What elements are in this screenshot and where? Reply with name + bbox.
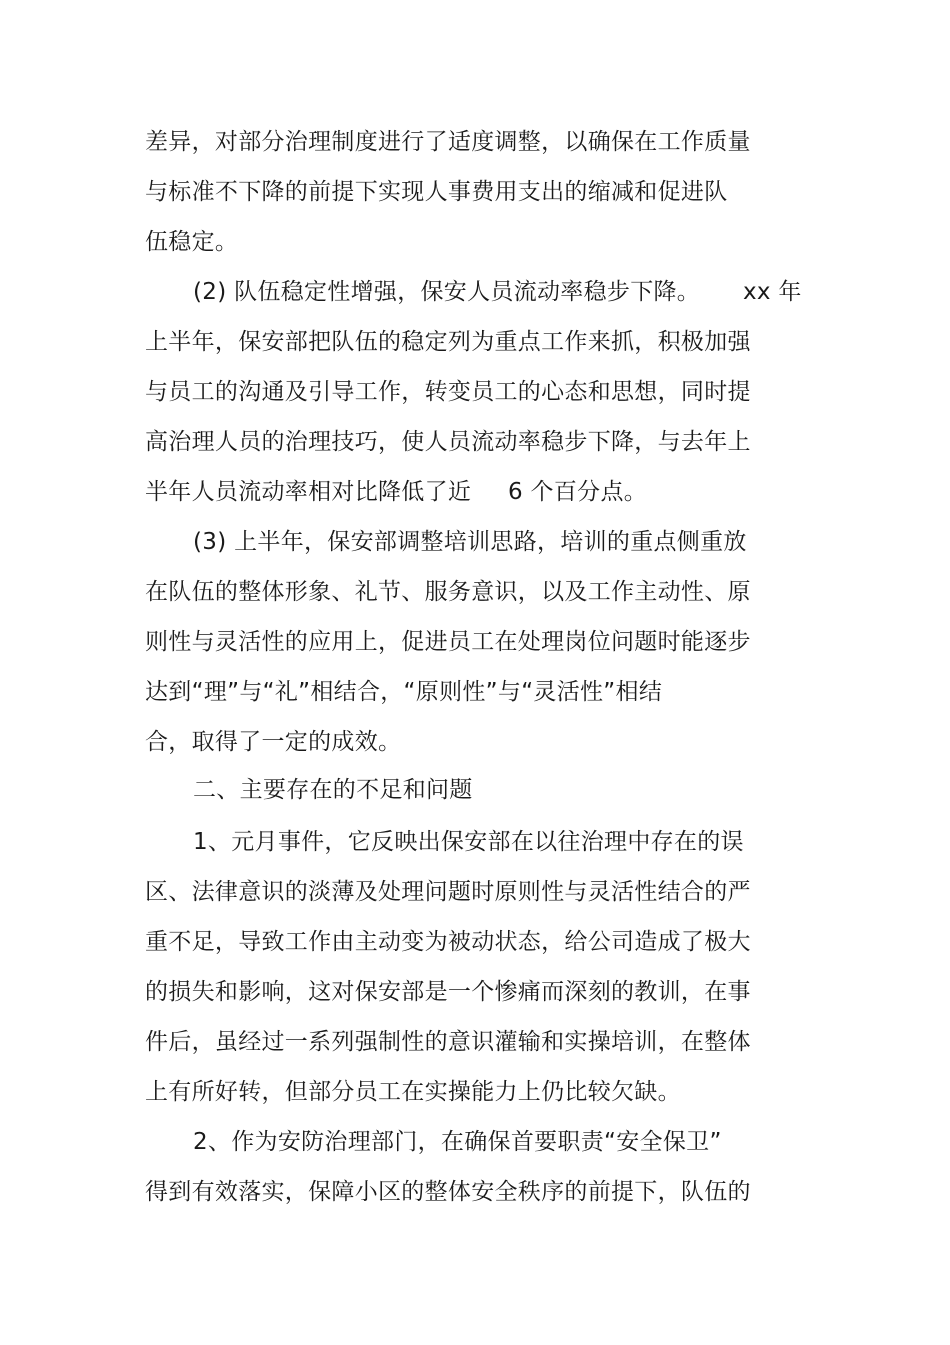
text-line: 重不足，导致工作由主动变为被动状态，给公司造成了极大 (145, 929, 751, 955)
text-line: 区、法律意识的淡薄及处理问题时原则性与灵活性结合的严 (145, 879, 751, 905)
text-line: 半年人员流动率相对比降低了近 (145, 479, 472, 505)
section-heading: 二、主要存在的不足和问题 (193, 777, 473, 803)
text-line: 合，取得了一定的成效。 (145, 729, 402, 755)
text-line: 高治理人员的治理技巧，使人员流动率稳步下降，与去年上 (145, 429, 751, 455)
percent-fragment: 6 个百分点。 (508, 479, 648, 505)
year-fragment: xx 年 (743, 279, 802, 305)
paragraph-3-first-line: (3) 上半年，保安部调整培训思路，培训的重点侧重放 (193, 529, 747, 555)
item-2-first-line: 2、作为安防治理部门，在确保首要职责“安全保卫” (193, 1129, 722, 1155)
text-line: 则性与灵活性的应用上，促进员工在处理岗位问题时能逐步 (145, 629, 751, 655)
text-line: 与员工的沟通及引导工作，转变员工的心态和思想，同时提 (145, 379, 751, 405)
text-line: 差异，对部分治理制度进行了适度调整，以确保在工作质量 (145, 129, 751, 155)
text-line: 得到有效落实，保障小区的整体安全秩序的前提下，队伍的 (145, 1179, 751, 1205)
text-line: 件后，虽经过一系列强制性的意识灌输和实操培训，在整体 (145, 1029, 751, 1055)
text-line: 达到“理”与“礼”相结合，“原则性”与“灵活性”相结 (145, 679, 663, 705)
text-line: 上半年，保安部把队伍的稳定列为重点工作来抓，积极加强 (145, 329, 751, 355)
item-1-first-line: 1、元月事件，它反映出保安部在以往治理中存在的误 (193, 829, 744, 855)
text-line: 上有所好转，但部分员工在实操能力上仍比较欠缺。 (145, 1079, 681, 1105)
paragraph-2-first-line: (2) 队伍稳定性增强，保安人员流动率稳步下降。 (193, 279, 701, 305)
text-line: 伍稳定。 (145, 229, 239, 255)
text-line: 的损失和影响，这对保安部是一个惨痛而深刻的教训，在事 (145, 979, 751, 1005)
text-line: 在队伍的整体形象、礼节、服务意识，以及工作主动性、原 (145, 579, 751, 605)
text-line: 与标准不下降的前提下实现人事费用支出的缩减和促进队 (145, 179, 728, 205)
